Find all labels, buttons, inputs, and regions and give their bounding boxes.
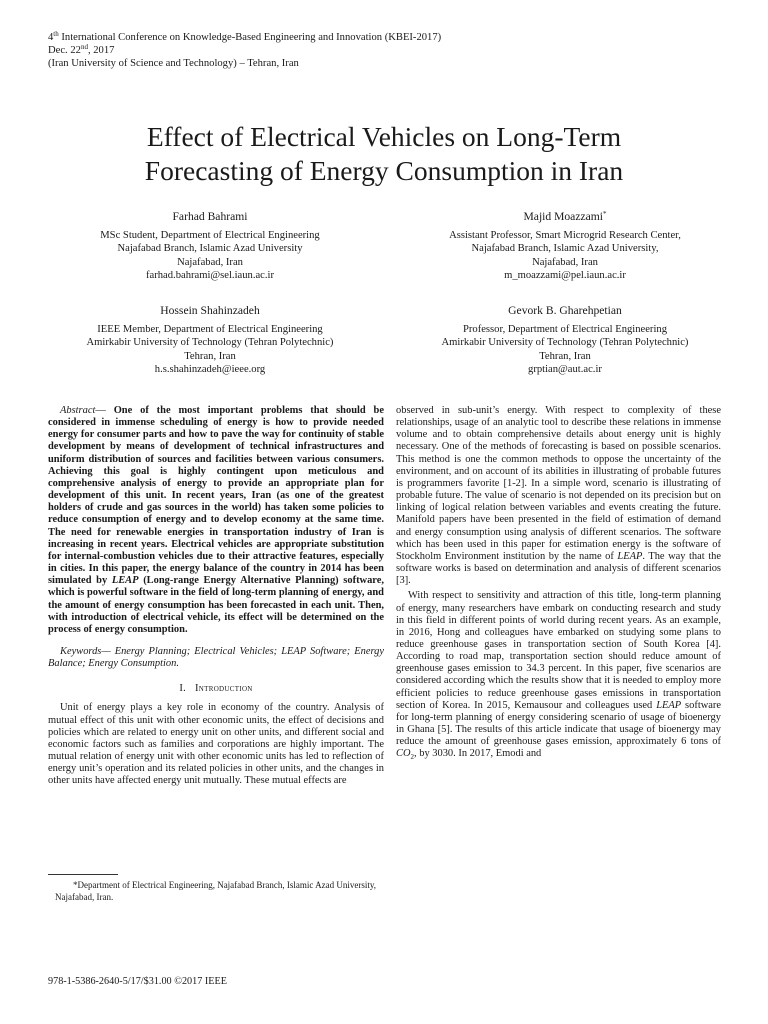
author-affiliation: Amirkabir University of Technology (Tehran Polytechnic) <box>441 337 689 348</box>
title-line-1: Effect of Electrical Vehicles on Long-Term <box>146 121 622 152</box>
author-name: Gevork B. Gharehpetian <box>508 304 622 317</box>
section-heading: I. Introduction <box>179 683 253 695</box>
author-affiliation: IEEE Member, Department of Electrical Engineering <box>97 323 323 335</box>
author-block-2 <box>395 210 735 283</box>
author-affiliation: Najafabad Branch, Islamic Azad University, <box>471 243 659 254</box>
author-affiliation: MSc Student, Department of Electrical Engineering <box>100 229 320 241</box>
body-paragraph: With respect to sensitivity and attraction of this title, long-term planning of energy, many researchers have embark on conducting research and study in this field in different points of world during recent years. As an example, in 2016, Hong and colleagues have embarked on studying some plans to reduce greenhouse gases in transportation section of South Korea [4]. According to road map, transportation section should reduce amount of greenhouse gases emission to 34.3 percent. In this paper, five scenarios are considered according which the results show that it is needed to employ more efficient policies to reduce greenhouse gases emissions in transportation section of Korea. In 2015, Kemausour and colleagues used LEAP software for long-term planning of energy considering scenario of usage of bioenergy in Ghana [5]. The results of this article indicate that usage of bioenergy may reduce the amount of greenhouse gases emission, approximately 6 tons of $CO_2$, by 3030. In 2017, Emodi and <box>396 590 721 762</box>
left-column <box>48 405 384 788</box>
author-affiliation: Professor, Department of Electrical Engineering <box>462 323 668 335</box>
author-block-3 <box>40 304 380 377</box>
author-name: Farhad Bahrami <box>172 210 248 223</box>
author-email: h.s.shahinzadeh@ieee.org <box>154 364 266 375</box>
author-location: Najafabad, Iran <box>532 256 598 268</box>
author-block-4 <box>395 304 735 377</box>
author-block-1 <box>40 210 380 283</box>
conference-line-3: (Iran University of Science and Technology) – Tehran, Iran <box>48 58 299 69</box>
author-affiliation: Assistant Professor, Smart Microgrid Research Center, <box>449 229 681 241</box>
right-column <box>396 405 721 764</box>
abstract-label: Abstract <box>60 405 96 416</box>
abstract: Abstract— One of the most important problems that should be considered in immense scheduling of energy is how to provide needed energy for consumer parts and how to pave the way for continuity of stable development by means of development of technical infrastructures and uniform distribution of sources and facilities between various consumers. Achieving this goal is highly contingent upon meticulous and comprehensive analysis of energy to provide an appropriate plan for development of this unit. In recent years, Iran (as one of the greatest holders of crude and gas sources in the world) has taken some policies to reduce consumption of energy and to develop economy at the same time. The need for renewable energies in transportation industry of Iran is increasing in recent years. Electrical vehicles are appropriate substitution for internal-combustion vehicles due to their attractive features, especially in cities. In this paper, the energy balance of the country in 2014 has been simulated by LEAP (Long-range Energy Alternative Planning) software, which is powerful software in the field of long-term planning of energy, and the amount of energy consumption has been forecasted in each unit. Then, with introduction of electrical vehicle, its effect will be determined on the process of energy consumption. <box>48 405 384 635</box>
author-location: Najafabad, Iran <box>177 256 243 268</box>
author-email: grptian@aut.ac.ir <box>528 364 602 375</box>
author-location: Tehran, Iran <box>184 350 236 362</box>
intro-paragraph: Unit of energy plays a key role in economy of the country. Analysis of mutual effect of this unit with other economic units, the effect of decisions and policies which are related to energy unit on other units, and different social and economic factors such as families and corporations are highly important. The mutual relation of energy unit with other economic units has led to reflection of energy unit’s operation and its related policies in other units, and the changes in other units have affected energy unit mutually. These mutual effects are <box>48 702 384 787</box>
author-name: Majid Moazzami* <box>523 210 607 223</box>
footnote-rule <box>48 874 118 875</box>
paper-title <box>0 120 768 188</box>
conference-header <box>48 31 441 70</box>
author-name: Hossein Shahinzadeh <box>160 304 260 317</box>
author-email: m_moazzami@pel.iaun.ac.ir <box>504 270 626 281</box>
author-email: farhad.bahrami@sel.iaun.ac.ir <box>146 270 274 281</box>
isbn-copyright: 978-1-5386-2640-5/17/$31.00 ©2017 IEEE <box>48 976 227 987</box>
footnote: *Department of Electrical Engineering, Najafabad Branch, Islamic Azad University, Najafabad, Iran. <box>55 880 385 903</box>
keywords: Keywords— Energy Planning; Electrical Vehicles; LEAP Software; Energy Balance; Energy Consumption. <box>48 645 384 670</box>
author-affiliation: Najafabad Branch, Islamic Azad University <box>117 243 303 254</box>
title-line-2: Forecasting of Energy Consumption in Iran <box>144 155 624 186</box>
conference-line-1: 4th International Conference on Knowledge-Based Engineering and Innovation (KBEI-2017) <box>48 30 442 43</box>
body-paragraph: observed in sub-unit’s energy. With respect to complexity of these relationships, usage of an analytic tool to describe these relations in immense volume and to obtain comprehensive details about energy unit is highly necessary. One of the methods of forecasting is based on possible scenarios. This method is one the common methods to oppose the uncertainty of the environment, and on account of its abilities in illustrating of probable futures is programmers favorite [1-2]. In a simple word, scenario is illustrating of probable future. The value of scenario is not depended on its precision but on linking of logical relation between variables and events creating the future. Manifold papers have been presented in the field of estimation of demand and energy consumption using analysis of different scenarios. The software which has been used in this paper for estimation energy is the software of Stockholm Environment institution by the name of LEAP. The way that the software works is based on determination and analysis of different scenarios [3]. <box>396 405 721 587</box>
author-location: Tehran, Iran <box>539 350 591 362</box>
author-affiliation: Amirkabir University of Technology (Tehran Polytechnic) <box>86 337 334 348</box>
conference-line-2: Dec. 22nd, 2017 <box>48 43 115 56</box>
